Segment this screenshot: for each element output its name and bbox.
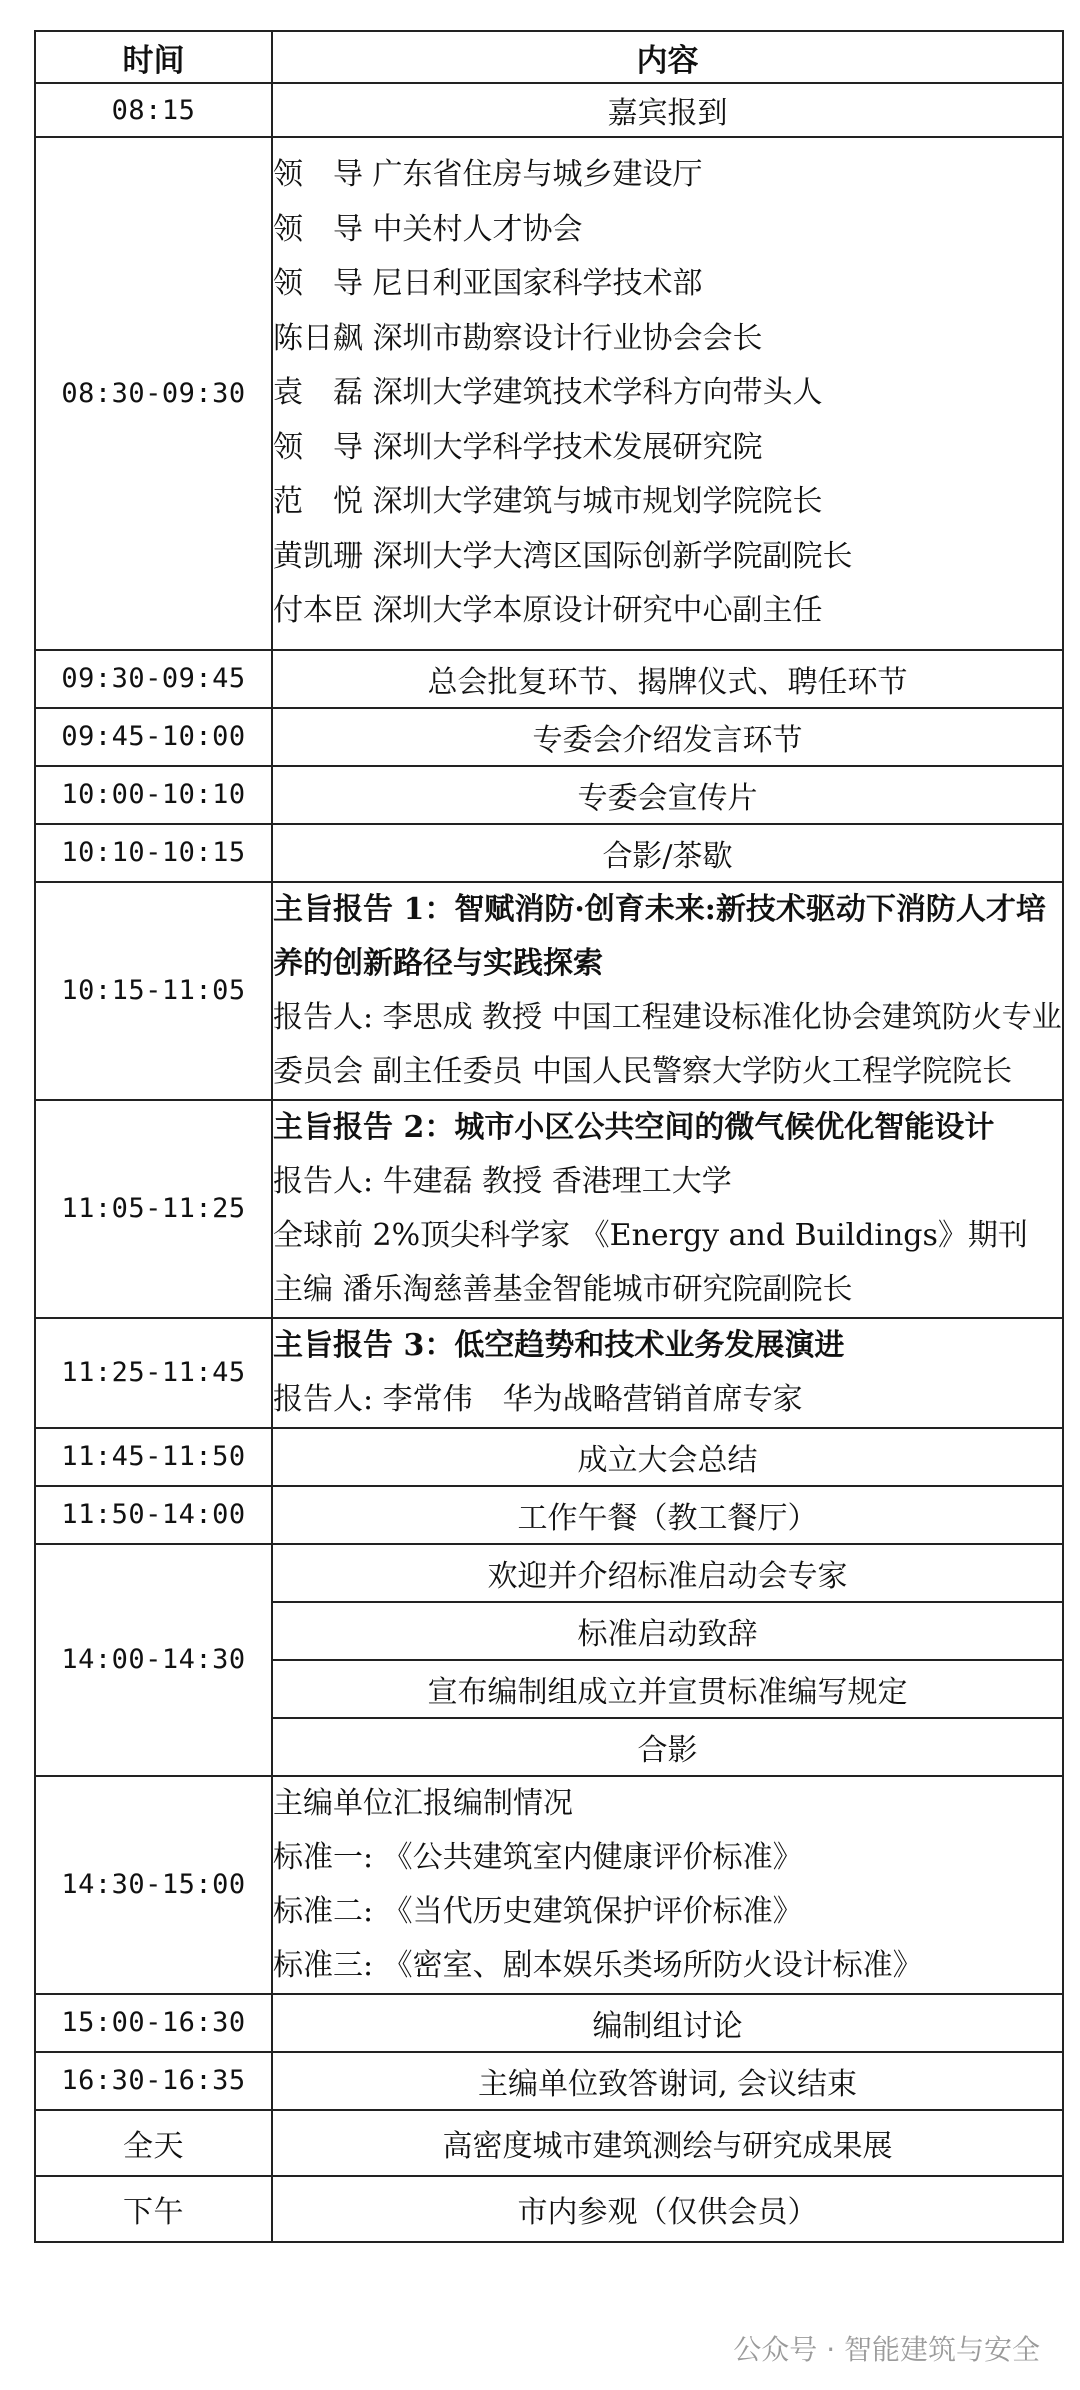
watermark: 公众号 · 智能建筑与安全	[733, 2333, 1040, 2366]
row-content: 总会批复环节、揭牌仪式、聘任环节	[272, 650, 1063, 708]
keynote-title: 主旨报告 2：城市小区公共空间的微气候优化智能设计	[273, 1109, 995, 1145]
row-content	[272, 1100, 1063, 1318]
row-content: 欢迎并介绍标准启动会专家	[272, 1544, 1063, 1602]
attendee-line: 袁 磊 深圳大学建筑技术学科方向带头人	[273, 375, 823, 410]
agenda-table	[34, 30, 1064, 2243]
row-time: 11:45-11:50	[35, 1428, 272, 1486]
standard-line: 标准三: 《密室、剧本娱乐类场所防火设计标准》	[273, 1947, 923, 1983]
row-time: 11:25-11:45	[35, 1318, 272, 1428]
keynote-title: 主旨报告 3：低空趋势和技术业务发展演进	[273, 1327, 845, 1363]
keynote-speaker: 报告人: 牛建磊 教授 香港理工大学	[273, 1163, 732, 1199]
row-time: 15:00-16:30	[35, 1994, 272, 2052]
attendee-line: 领 导 中关村人才协会	[273, 211, 583, 247]
row-time: 08:15	[35, 83, 272, 137]
row-content: 市内参观（仅供会员）	[272, 2176, 1063, 2242]
row-time: 11:05-11:25	[35, 1100, 272, 1318]
keynote-title: 主旨报告 1：智赋消防·创育未来:新技术驱动下消防人才培养的创新路径与实践探索	[273, 891, 1046, 981]
header-time: 时间	[35, 31, 272, 83]
row-time: 14:00-14:30	[35, 1544, 272, 1776]
standard-line: 主编单位汇报编制情况	[273, 1785, 573, 1821]
row-time: 09:45-10:00	[35, 708, 272, 766]
row-content	[272, 137, 1063, 650]
row-time: 10:15-11:05	[35, 882, 272, 1100]
table-row	[35, 1486, 1063, 1544]
row-time: 全天	[35, 2110, 272, 2176]
table-row	[35, 2176, 1063, 2242]
row-time: 11:50-14:00	[35, 1486, 272, 1544]
row-content	[272, 1318, 1063, 1428]
row-content: 专委会宣传片	[272, 766, 1063, 824]
row-content: 高密度城市建筑测绘与研究成果展	[272, 2110, 1063, 2176]
row-content: 专委会介绍发言环节	[272, 708, 1063, 766]
table-row	[35, 1776, 1063, 1994]
attendee-line: 陈日飙 深圳市勘察设计行业协会会长	[273, 320, 763, 356]
attendee-line: 领 导 尼日利亚国家科学技术部	[273, 266, 703, 301]
table-row	[35, 1994, 1063, 2052]
table-row	[35, 1318, 1063, 1428]
header-content: 内容	[272, 31, 1063, 83]
row-time: 16:30-16:35	[35, 2052, 272, 2110]
keynote-speaker: 报告人: 李常伟 华为战略营销首席专家	[273, 1381, 803, 1417]
table-row	[35, 650, 1063, 708]
table-row	[35, 824, 1063, 882]
table-row	[35, 83, 1063, 137]
keynote-speaker: 全球前 2%顶尖科学家 《Energy and Buildings》期刊	[273, 1217, 1028, 1253]
row-time: 10:10-10:15	[35, 824, 272, 882]
row-time: 下午	[35, 2176, 272, 2242]
table-row	[35, 2052, 1063, 2110]
row-content	[272, 882, 1063, 1100]
table-row	[35, 882, 1063, 1100]
table-row	[35, 708, 1063, 766]
attendee-line: 付本臣 深圳大学本原设计研究中心副主任	[273, 593, 823, 628]
row-content: 嘉宾报到	[272, 83, 1063, 137]
row-content: 主编单位致答谢词, 会议结束	[272, 2052, 1063, 2110]
row-content: 标准启动致辞	[272, 1602, 1063, 1660]
row-content: 合影/茶歇	[272, 824, 1063, 882]
row-time: 10:00-10:10	[35, 766, 272, 824]
table-row	[35, 766, 1063, 824]
keynote-speaker: 主编 潘乐淘慈善基金智能城市研究院副院长	[273, 1271, 853, 1307]
table-row	[35, 1100, 1063, 1318]
attendee-line: 范 悦 深圳大学建筑与城市规划学院院长	[273, 484, 823, 519]
standard-line: 标准一: 《公共建筑室内健康评价标准》	[273, 1839, 803, 1875]
table-row	[35, 2110, 1063, 2176]
attendee-line: 黄凯珊 深圳大学大湾区国际创新学院副院长	[273, 538, 853, 574]
row-content	[272, 1776, 1063, 1994]
row-time: 09:30-09:45	[35, 650, 272, 708]
row-content: 宣布编制组成立并宣贯标准编写规定	[272, 1660, 1063, 1718]
row-content: 工作午餐（教工餐厅）	[272, 1486, 1063, 1544]
table-row	[35, 137, 1063, 650]
attendee-line: 领 导 广东省住房与城乡建设厅	[273, 157, 703, 192]
row-content: 编制组讨论	[272, 1994, 1063, 2052]
row-time: 08:30-09:30	[35, 137, 272, 650]
table-row	[35, 1428, 1063, 1486]
row-content: 成立大会总结	[272, 1428, 1063, 1486]
row-time: 14:30-15:00	[35, 1776, 272, 1994]
standard-line: 标准二: 《当代历史建筑保护评价标准》	[273, 1893, 803, 1929]
header-row	[35, 31, 1063, 83]
keynote-speaker: 报告人: 李思成 教授 中国工程建设标准化协会建筑防火专业委员会 副主任委员 中国人民警察大学防火工程学院院长	[273, 999, 1062, 1089]
attendee-line: 领 导 深圳大学科学技术发展研究院	[273, 429, 763, 465]
table-row	[35, 1544, 1063, 1602]
row-content: 合影	[272, 1718, 1063, 1776]
